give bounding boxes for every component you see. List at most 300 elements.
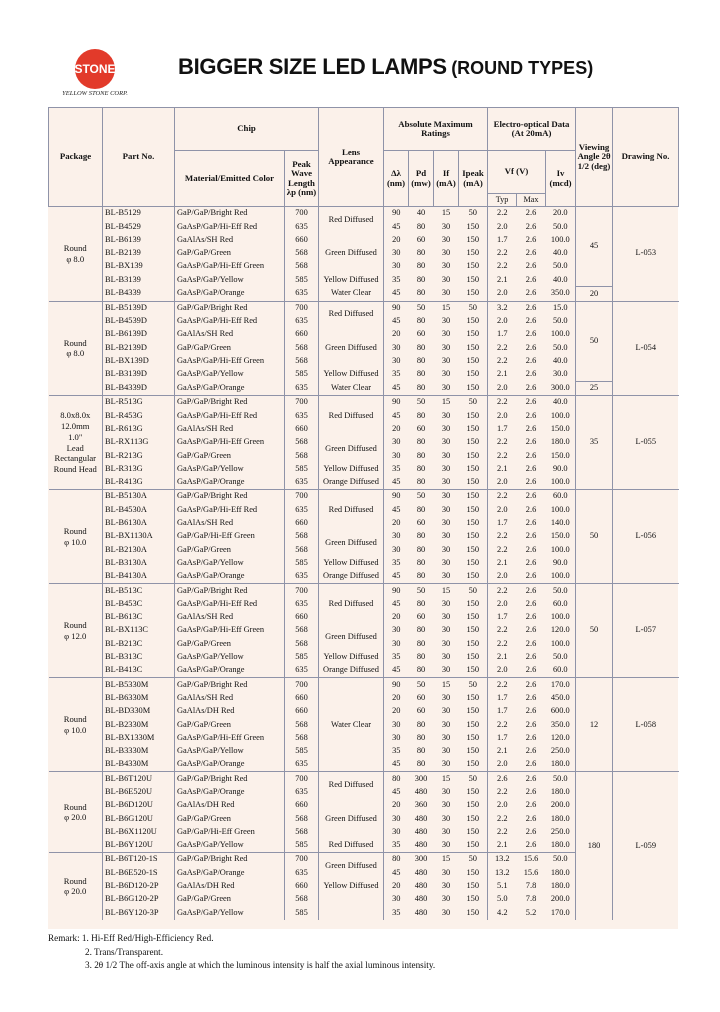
vf-typ-cell: 1.7 bbox=[497, 732, 508, 742]
wavelength-cell: 700 bbox=[285, 584, 319, 598]
table-row bbox=[49, 381, 679, 395]
ipeak-cell: 150 bbox=[459, 557, 488, 570]
part-no-cell: BL-B213C bbox=[103, 638, 175, 651]
if-cell: 30 bbox=[441, 463, 451, 473]
wavelength-cell: 568 bbox=[285, 718, 319, 731]
if-cell: 30 bbox=[441, 382, 451, 392]
pd-cell: 480 bbox=[414, 907, 428, 917]
ipeak-cell: 150 bbox=[459, 463, 488, 476]
ipeak-cell: 50 bbox=[459, 772, 488, 786]
iv-cell: 40.0 bbox=[546, 247, 576, 260]
part-no-cell: BL-B2139D bbox=[103, 341, 175, 354]
pd-cell: 480 bbox=[414, 826, 428, 836]
drawing-no-cell: L-054 bbox=[613, 301, 679, 396]
vf-typ-cell: 2.2 bbox=[497, 342, 508, 352]
wavelength-cell: 660 bbox=[285, 799, 319, 812]
iv-cell: 150.0 bbox=[546, 423, 576, 436]
hdr-dl: Δλ (nm) bbox=[384, 151, 409, 207]
delta-lambda-cell: 80 bbox=[384, 772, 409, 786]
vf-max-cell: 2.6 bbox=[517, 584, 546, 598]
vf-max-cell: 2.6 bbox=[525, 840, 537, 850]
iv-cell: 40.0 bbox=[546, 273, 576, 286]
vf-typ-cell: 2.2 bbox=[497, 625, 508, 635]
if-cell: 15 bbox=[434, 584, 459, 598]
vf-max-cell: 2.6 bbox=[517, 490, 546, 504]
part-no-cell: BL-B5129 bbox=[103, 207, 175, 221]
lens-cell: Red Diffused bbox=[319, 584, 384, 624]
part-no-cell: BL-B4339 bbox=[103, 287, 175, 301]
ipeak-cell: 150 bbox=[459, 517, 488, 530]
iv-cell: 250.0 bbox=[546, 826, 576, 839]
delta-lambda-cell: 90 bbox=[384, 678, 409, 692]
if-cell: 30 bbox=[441, 544, 451, 554]
delta-lambda-cell: 35 bbox=[392, 557, 401, 567]
iv-cell: 140.0 bbox=[546, 517, 576, 530]
if-cell: 30 bbox=[441, 531, 451, 541]
part-no-cell: BL-B6G120U bbox=[103, 812, 175, 825]
if-cell: 30 bbox=[441, 692, 451, 702]
lens-cell: Water Clear bbox=[319, 287, 384, 301]
material-cell: GaAlAs/SH Red bbox=[175, 611, 285, 624]
wavelength-cell: 660 bbox=[285, 234, 319, 247]
part-no-cell: BL-B6E520-1S bbox=[103, 867, 175, 880]
if-cell: 30 bbox=[441, 518, 451, 528]
vf-typ-cell: 2.2 bbox=[497, 531, 508, 541]
vf-max-cell: 2.6 bbox=[525, 625, 537, 635]
iv-cell: 50.0 bbox=[546, 260, 576, 273]
ipeak-cell: 150 bbox=[459, 328, 488, 341]
vf-typ-cell: 2.1 bbox=[497, 463, 508, 473]
vf-max-cell: 2.6 bbox=[525, 518, 537, 528]
logo-subtext: YELLOW STONE CORP. bbox=[62, 90, 128, 97]
vf-max-cell: 2.6 bbox=[525, 692, 537, 702]
package-line: 8.0x8.0x bbox=[60, 410, 91, 421]
material-cell: GaP/GaP/Hi-Eff Green bbox=[175, 826, 285, 839]
material-cell: GaAsP/GaP/Hi-Eff Red bbox=[175, 598, 285, 611]
part-no-cell: BL-B513C bbox=[103, 584, 175, 598]
package-line: Lead bbox=[66, 442, 84, 453]
iv-cell: 170.0 bbox=[546, 678, 576, 692]
remark-1: Remark: 1. Hi-Eff Red/High-Efficiency Red. bbox=[48, 933, 214, 943]
material-cell: GaAlAs/SH Red bbox=[175, 234, 285, 247]
wavelength-cell: 568 bbox=[285, 826, 319, 839]
ipeak-cell: 150 bbox=[459, 449, 488, 462]
ipeak-cell: 150 bbox=[459, 315, 488, 328]
material-cell: GaP/GaP/Bright Red bbox=[175, 207, 285, 221]
vf-typ-cell: 2.2 bbox=[497, 719, 508, 729]
delta-lambda-cell: 45 bbox=[392, 665, 401, 675]
vf-max-cell: 2.6 bbox=[525, 248, 537, 258]
if-cell: 30 bbox=[441, 787, 451, 796]
if-cell: 30 bbox=[441, 410, 451, 420]
part-no-cell: BL-RX113G bbox=[103, 436, 175, 449]
material-cell: GaAsP/GaP/Yellow bbox=[175, 651, 285, 664]
package-line: Rectangular bbox=[54, 453, 97, 464]
material-cell: GaP/GaP/Bright Red bbox=[175, 678, 285, 692]
ipeak-cell: 150 bbox=[459, 355, 488, 368]
lens-cell: Green Diffused bbox=[319, 853, 384, 880]
lens-cell bbox=[319, 906, 384, 919]
material-cell: GaAsP/GaP/Yellow bbox=[175, 906, 285, 919]
material-cell: GaP/GaP/Bright Red bbox=[175, 584, 285, 598]
hdr-chip: Chip bbox=[175, 108, 319, 151]
vf-max-cell: 2.6 bbox=[525, 612, 537, 622]
part-no-cell: BL-B6D120-2P bbox=[103, 880, 175, 893]
ipeak-cell: 150 bbox=[459, 381, 488, 395]
delta-lambda-cell: 30 bbox=[392, 531, 401, 541]
part-no-cell: BL-B6139D bbox=[103, 328, 175, 341]
ipeak-cell: 150 bbox=[459, 799, 488, 812]
iv-cell: 180.0 bbox=[546, 867, 576, 880]
wavelength-cell: 660 bbox=[285, 705, 319, 718]
material-cell: GaAlAs/DH Red bbox=[175, 705, 285, 718]
vf-max-cell: 2.6 bbox=[525, 719, 537, 729]
pd-cell: 480 bbox=[414, 787, 428, 796]
if-cell: 30 bbox=[441, 329, 451, 339]
part-no-cell: BL-B413C bbox=[103, 664, 175, 678]
material-cell: GaP/GaP/Green bbox=[175, 543, 285, 556]
material-cell: GaAsP/GaP/Orange bbox=[175, 476, 285, 490]
wavelength-cell: 568 bbox=[285, 624, 319, 637]
delta-lambda-cell: 45 bbox=[392, 504, 401, 514]
if-cell: 30 bbox=[441, 342, 451, 352]
pd-cell: 60 bbox=[416, 692, 426, 702]
ipeak-cell: 50 bbox=[459, 207, 488, 221]
part-no-cell: BL-B5139D bbox=[103, 301, 175, 315]
iv-cell: 40.0 bbox=[546, 396, 576, 410]
material-cell: GaP/GaP/Green bbox=[175, 893, 285, 906]
part-no-cell: BL-BX113C bbox=[103, 624, 175, 637]
delta-lambda-cell: 20 bbox=[392, 881, 401, 891]
part-no-cell: BL-R613G bbox=[103, 423, 175, 436]
package-line: φ 20.0 bbox=[64, 886, 87, 897]
iv-cell: 100.0 bbox=[546, 328, 576, 341]
material-cell: GaP/GaP/Bright Red bbox=[175, 301, 285, 315]
vf-max-cell: 2.6 bbox=[525, 342, 537, 352]
if-cell: 30 bbox=[441, 625, 451, 635]
lens-cell: Yellow Diffused bbox=[319, 651, 384, 664]
material-cell: GaAsP/GaP/Yellow bbox=[175, 745, 285, 758]
if-cell: 30 bbox=[441, 369, 451, 379]
vf-max-cell: 2.6 bbox=[525, 787, 537, 796]
package-line: φ 8.0 bbox=[66, 348, 85, 359]
iv-cell: 100.0 bbox=[546, 476, 576, 490]
pd-cell: 60 bbox=[416, 423, 426, 433]
pd-cell: 80 bbox=[416, 477, 426, 487]
vf-typ-cell: 3.2 bbox=[488, 301, 517, 315]
vf-max-cell: 2.6 bbox=[525, 234, 537, 244]
part-no-cell: BL-BX1330M bbox=[103, 732, 175, 745]
package-line: φ 20.0 bbox=[64, 812, 87, 823]
iv-cell: 120.0 bbox=[546, 732, 576, 745]
delta-lambda-cell: 45 bbox=[392, 598, 401, 608]
material-cell: GaP/GaP/Green bbox=[175, 812, 285, 825]
if-cell: 30 bbox=[441, 840, 451, 850]
if-cell: 30 bbox=[441, 665, 451, 675]
iv-cell: 30.0 bbox=[546, 368, 576, 381]
table-row bbox=[49, 490, 679, 504]
if-cell: 30 bbox=[441, 288, 451, 298]
material-cell: GaP/GaP/Green bbox=[175, 341, 285, 354]
drawing-no-cell: L-055 bbox=[613, 396, 679, 490]
vf-typ-cell: 2.1 bbox=[497, 274, 508, 284]
hdr-abs-max: Absolute Maximum Ratings bbox=[384, 108, 488, 151]
material-cell: GaP/GaP/Bright Red bbox=[175, 396, 285, 410]
pd-cell: 50 bbox=[409, 584, 434, 598]
vf-max-cell: 2.6 bbox=[525, 437, 537, 447]
hdr-viewing: Viewing Angle 2θ 1/2 (deg) bbox=[576, 108, 613, 207]
if-cell: 15 bbox=[434, 772, 459, 786]
wavelength-cell: 568 bbox=[285, 449, 319, 462]
lens-cell: Yellow Diffused bbox=[319, 273, 384, 286]
delta-lambda-cell: 45 bbox=[392, 571, 401, 581]
delta-lambda-cell: 90 bbox=[384, 584, 409, 598]
if-cell: 30 bbox=[441, 813, 451, 823]
delta-lambda-cell: 45 bbox=[392, 867, 401, 877]
package-line: 12.0mm bbox=[61, 421, 90, 432]
wavelength-cell: 568 bbox=[285, 341, 319, 354]
package-cell bbox=[49, 207, 103, 302]
wavelength-cell: 635 bbox=[285, 504, 319, 517]
part-no-cell: BL-B2139 bbox=[103, 247, 175, 260]
lens-cell: Yellow Diffused bbox=[319, 880, 384, 893]
if-cell: 30 bbox=[441, 450, 451, 460]
logo-text: STONE bbox=[74, 62, 116, 76]
wavelength-cell: 660 bbox=[285, 423, 319, 436]
part-no-cell: BL-B3139 bbox=[103, 273, 175, 286]
drawing-no-cell: L-056 bbox=[613, 490, 679, 584]
delta-lambda-cell: 45 bbox=[392, 410, 401, 420]
wavelength-cell: 568 bbox=[285, 247, 319, 260]
drawing-no-cell: L-057 bbox=[613, 584, 679, 678]
hdr-pd: Pd (mw) bbox=[409, 151, 434, 207]
vf-max-cell: 2.6 bbox=[525, 316, 537, 326]
package-cell bbox=[49, 772, 103, 853]
part-no-cell: BL-B6G120-2P bbox=[103, 893, 175, 906]
part-no-cell: BL-BX139D bbox=[103, 355, 175, 368]
vf-typ-cell: 2.0 bbox=[497, 410, 508, 420]
part-no-cell: BL-B6T120-1S bbox=[103, 853, 175, 867]
pd-cell: 80 bbox=[416, 544, 426, 554]
iv-cell: 100.0 bbox=[546, 638, 576, 651]
pd-cell: 80 bbox=[416, 450, 426, 460]
hdr-peak-wave: Peak Wave Length λp (nm) bbox=[285, 151, 319, 207]
viewing-angle-cell: 12 bbox=[576, 678, 613, 772]
part-no-cell: BL-B4339D bbox=[103, 381, 175, 395]
delta-lambda-cell: 30 bbox=[392, 544, 401, 554]
part-no-cell: BL-B6130A bbox=[103, 517, 175, 530]
iv-cell: 40.0 bbox=[546, 355, 576, 368]
material-cell: GaAlAs/SH Red bbox=[175, 517, 285, 530]
delta-lambda-cell: 30 bbox=[392, 356, 401, 365]
iv-cell: 250.0 bbox=[546, 745, 576, 758]
ipeak-cell: 150 bbox=[459, 893, 488, 906]
vf-typ-cell: 2.2 bbox=[497, 787, 508, 796]
lens-cell: Water Clear bbox=[319, 381, 384, 395]
if-cell: 15 bbox=[434, 207, 459, 221]
vf-max-cell: 2.6 bbox=[525, 423, 537, 433]
pd-cell: 480 bbox=[414, 894, 428, 904]
spec-sheet bbox=[48, 107, 678, 929]
vf-typ-cell: 2.1 bbox=[497, 840, 508, 850]
vf-typ-cell: 5.1 bbox=[497, 881, 508, 891]
delta-lambda-cell: 80 bbox=[384, 853, 409, 867]
lens-cell: Red Diffused bbox=[319, 839, 384, 853]
lens-cell: Red Diffused bbox=[319, 301, 384, 328]
ipeak-cell: 150 bbox=[459, 368, 488, 381]
wavelength-cell: 700 bbox=[285, 207, 319, 221]
if-cell: 30 bbox=[441, 221, 451, 231]
iv-cell: 90.0 bbox=[546, 557, 576, 570]
material-cell: GaAsP/GaP/Yellow bbox=[175, 273, 285, 286]
vf-typ-cell: 2.2 bbox=[497, 638, 508, 648]
if-cell: 30 bbox=[441, 652, 451, 662]
ipeak-cell: 50 bbox=[459, 301, 488, 315]
pd-cell: 80 bbox=[416, 732, 426, 742]
delta-lambda-cell: 20 bbox=[392, 800, 401, 810]
material-cell: GaAlAs/SH Red bbox=[175, 328, 285, 341]
material-cell: GaAlAs/SH Red bbox=[175, 692, 285, 705]
wavelength-cell: 568 bbox=[285, 436, 319, 449]
vf-max-cell: 2.6 bbox=[525, 706, 537, 716]
ipeak-cell: 150 bbox=[459, 530, 488, 543]
delta-lambda-cell: 20 bbox=[392, 612, 401, 622]
wavelength-cell: 635 bbox=[285, 287, 319, 301]
ipeak-cell: 150 bbox=[459, 638, 488, 651]
remark-3: 3. 2θ 1/2 The off-axis angle at which the luminous intensity is half the axial luminous intensity. bbox=[85, 960, 436, 971]
if-cell: 15 bbox=[434, 396, 459, 410]
if-cell: 30 bbox=[441, 571, 451, 581]
table-row bbox=[49, 207, 679, 221]
if-cell: 30 bbox=[441, 504, 451, 514]
vf-typ-cell: 1.7 bbox=[497, 518, 508, 528]
pd-cell: 480 bbox=[414, 840, 428, 850]
pd-cell: 480 bbox=[414, 881, 428, 891]
if-cell: 15 bbox=[434, 301, 459, 315]
pd-cell: 80 bbox=[416, 342, 426, 352]
material-cell: GaP/GaP/Green bbox=[175, 718, 285, 731]
package-line: Round bbox=[63, 526, 87, 537]
pd-cell: 80 bbox=[416, 719, 426, 729]
part-no-cell: BL-B2330M bbox=[103, 718, 175, 731]
ipeak-cell: 150 bbox=[459, 260, 488, 273]
pd-cell: 60 bbox=[416, 329, 426, 339]
lens-cell: Yellow Diffused bbox=[319, 463, 384, 476]
material-cell: GaAsP/GaP/Hi-Eff Red bbox=[175, 504, 285, 517]
ipeak-cell: 150 bbox=[459, 839, 488, 853]
wavelength-cell: 660 bbox=[285, 611, 319, 624]
lens-cell bbox=[319, 893, 384, 906]
delta-lambda-cell: 30 bbox=[392, 437, 401, 447]
vf-typ-cell: 2.2 bbox=[488, 584, 517, 598]
package-line: φ 10.0 bbox=[64, 724, 87, 735]
pd-cell: 80 bbox=[416, 746, 426, 756]
vf-max-cell: 2.6 bbox=[525, 369, 537, 379]
package-line: Round bbox=[63, 801, 87, 812]
package-line: Round bbox=[63, 620, 87, 631]
lens-cell: Yellow Diffused bbox=[319, 557, 384, 570]
ipeak-cell: 150 bbox=[459, 664, 488, 678]
part-no-cell: BL-B6139 bbox=[103, 234, 175, 247]
viewing-angle-cell: 50 bbox=[576, 490, 613, 584]
iv-cell: 350.0 bbox=[546, 718, 576, 731]
vf-max-cell: 2.6 bbox=[517, 207, 546, 221]
material-cell: GaP/GaP/Bright Red bbox=[175, 853, 285, 867]
delta-lambda-cell: 30 bbox=[392, 813, 401, 823]
wavelength-cell: 700 bbox=[285, 678, 319, 692]
ipeak-cell: 150 bbox=[459, 786, 488, 799]
wavelength-cell: 585 bbox=[285, 557, 319, 570]
vf-max-cell: 2.6 bbox=[525, 274, 537, 284]
lens-cell: Green Diffused bbox=[319, 234, 384, 274]
package-line: φ 10.0 bbox=[64, 536, 87, 547]
hdr-drawing: Drawing No. bbox=[613, 108, 679, 207]
wavelength-cell: 568 bbox=[285, 530, 319, 543]
vf-typ-cell: 2.1 bbox=[497, 746, 508, 756]
ipeak-cell: 150 bbox=[459, 651, 488, 664]
vf-max-cell: 2.6 bbox=[525, 638, 537, 648]
part-no-cell: BL-BX1130A bbox=[103, 530, 175, 543]
pd-cell: 360 bbox=[414, 800, 428, 810]
vf-typ-cell: 2.0 bbox=[497, 665, 508, 675]
ipeak-cell: 150 bbox=[459, 490, 488, 504]
lens-cell: Red Diffused bbox=[319, 772, 384, 799]
wavelength-cell: 660 bbox=[285, 880, 319, 893]
wavelength-cell: 568 bbox=[285, 638, 319, 651]
pd-cell: 80 bbox=[416, 463, 426, 473]
ipeak-cell: 150 bbox=[459, 504, 488, 517]
part-no-cell: BL-B5130A bbox=[103, 490, 175, 504]
pd-cell: 80 bbox=[416, 288, 426, 298]
if-cell: 30 bbox=[441, 638, 451, 648]
pd-cell: 80 bbox=[416, 248, 426, 258]
delta-lambda-cell: 35 bbox=[392, 274, 401, 284]
vf-typ-cell: 1.7 bbox=[497, 329, 508, 339]
vf-typ-cell: 2.6 bbox=[488, 772, 517, 786]
part-no-cell: BL-B453C bbox=[103, 598, 175, 611]
vf-typ-cell: 2.2 bbox=[488, 678, 517, 692]
wavelength-cell: 568 bbox=[285, 732, 319, 745]
package-cell bbox=[49, 584, 103, 678]
iv-cell: 60.0 bbox=[546, 598, 576, 611]
vf-typ-cell: 2.2 bbox=[497, 813, 508, 823]
iv-cell: 50.0 bbox=[546, 220, 576, 233]
delta-lambda-cell: 30 bbox=[392, 732, 401, 742]
vf-max-cell: 2.6 bbox=[525, 261, 537, 271]
hdr-if: If (mA) bbox=[434, 151, 459, 207]
ipeak-cell: 150 bbox=[459, 234, 488, 247]
lens-cell: Green Diffused bbox=[319, 328, 384, 368]
vf-max-cell: 2.6 bbox=[525, 329, 537, 339]
part-no-cell: BL-B5330M bbox=[103, 678, 175, 692]
vf-max-cell: 15.6 bbox=[517, 853, 546, 867]
vf-max-cell: 2.6 bbox=[525, 450, 537, 460]
wavelength-cell: 660 bbox=[285, 517, 319, 530]
material-cell: GaP/GaP/Bright Red bbox=[175, 490, 285, 504]
lens-cell: Orange Diffused bbox=[319, 570, 384, 584]
part-no-cell: BL-B6X1120U bbox=[103, 826, 175, 839]
pd-cell: 80 bbox=[416, 759, 426, 769]
pd-cell: 60 bbox=[416, 234, 426, 244]
vf-max-cell: 2.6 bbox=[525, 557, 537, 567]
if-cell: 30 bbox=[441, 881, 451, 891]
material-cell: GaAsP/GaP/Yellow bbox=[175, 368, 285, 381]
hdr-lens: Lens Appearance bbox=[319, 108, 384, 207]
vf-max-cell: 2.6 bbox=[517, 678, 546, 692]
ipeak-cell: 150 bbox=[459, 867, 488, 880]
package-line: Round Head bbox=[53, 464, 97, 475]
wavelength-cell: 700 bbox=[285, 301, 319, 315]
